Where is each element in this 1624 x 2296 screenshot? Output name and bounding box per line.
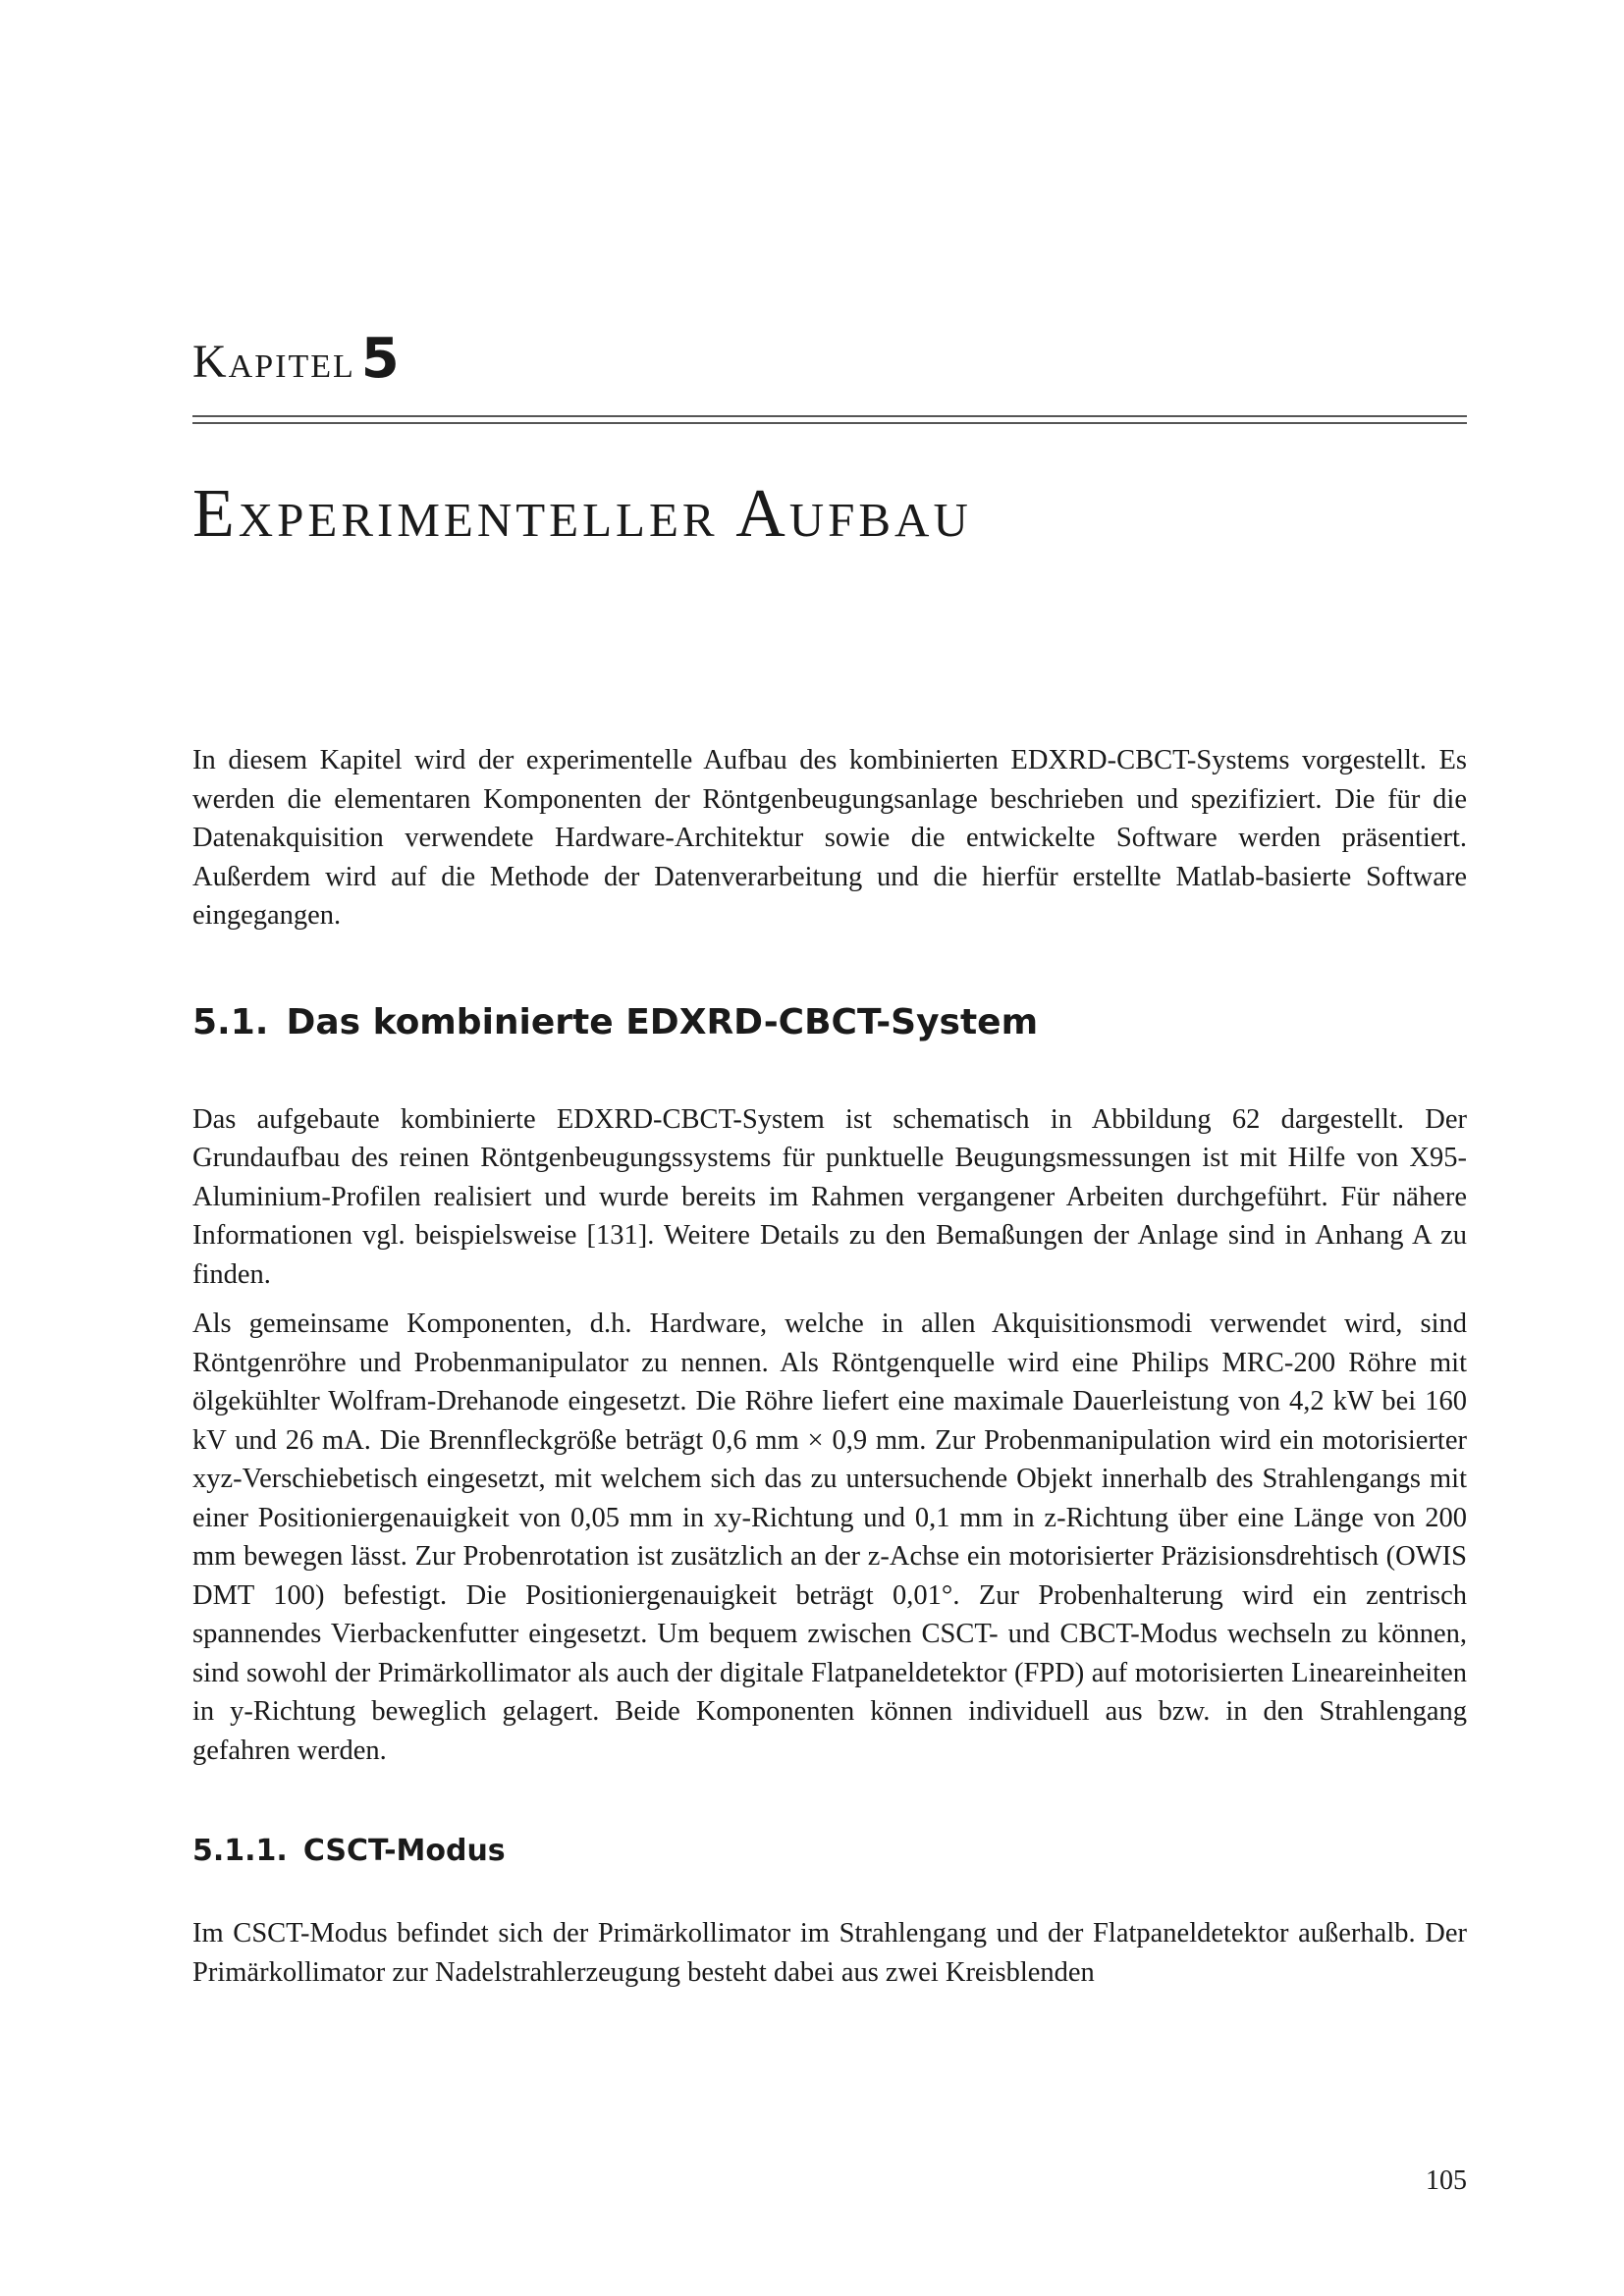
chapter-rule-top: [192, 415, 1467, 417]
page-number: 105: [1426, 2165, 1467, 2196]
chapter-body: [192, 741, 1467, 1992]
section-paragraph-2: Als gemeinsame Komponenten, d.h. Hardware, welche in allen Akquisitionsmodi verwendet wird, sind Röntgenröhre und Probenmanipulator zu nennen. Als Röntgenquelle wird eine Philips MRC-200 Röhre mit ölgekühlter Wolfram-Drehanode eingesetzt. Die Röhre liefert eine maximale Dauerleistung von 4,2 kW bei 160 kV und 26 mA. Die Brennfleckgröße beträgt 0,6 mm × 0,9 mm. Zur Probenmanipulation wird ein motorisierter xyz-Verschiebetisch eingesetzt, mit welchem sich das zu untersuchende Objekt innerhalb des Strahlengangs mit einer Positioniergenauigkeit von 0,05 mm in xy-Richtung und 0,1 mm in z-Richtung über eine Länge von 200 mm bewegen lässt. Zur Probenrotation ist zusätzlich an der z-Achse ein motorisierter Präzisionsdrehtisch (OWIS DMT 100) befestigt. Die Positioniergenauigkeit beträgt 0,01°. Zur Probenhalterung wird ein zentrisch spannendes Vierbackenfutter eingesetzt. Um bequem zwischen CSCT- und CBCT-Modus wechseln zu können, sind sowohl der Primärkollimator als auch der digitale Flatpaneldetektor (FPD) auf motorisierten Lineareinheiten in y-Richtung beweglich gelagert. Beide Komponenten können individuell aus bzw. in den Strahlengang gefahren werden.: [192, 1308, 1467, 1766]
subsection-number: 5.1.1.: [192, 1834, 288, 1868]
chapter-label: [192, 327, 402, 392]
chapter-rule-bottom: [192, 422, 1467, 424]
subsection-paragraph: Im CSCT-Modus befindet sich der Primärkollimator im Strahlengang und der Flatpaneldetektor außerhalb. Der Primärkollimator zur Nadelstrahlerzeugung besteht dabei aus zwei Kreisblenden: [192, 1918, 1467, 1988]
section-paragraph-1: Das aufgebaute kombinierte EDXRD-CBCT-System ist schematisch in Abbildung 62 dargestellt. Der Grundaufbau des reinen Röntgenbeugungssystems für punktuelle Beugungsmessungen ist mit Hilfe von X95-Aluminium-Profilen realisiert und wurde bereits im Rahmen vergangener Arbeiten durchgeführt. Für nähere Informationen vgl. beispielsweise [131]. Weitere Details zu den Bemaßungen der Anlage sind in Anhang A zu finden.: [192, 1103, 1467, 1290]
subsection-title: CSCT-Modus: [302, 1834, 506, 1868]
chapter-title: Experimenteller Aufbau: [192, 476, 972, 552]
chapter-number: 5: [360, 327, 402, 391]
section-heading: [192, 1001, 1467, 1044]
section-number: 5.1.: [192, 1001, 269, 1042]
section-title: Das kombinierte EDXRD-CBCT-System: [286, 1001, 1039, 1042]
subsection-heading: [192, 1832, 1467, 1871]
chapter-label-text: Kapitel: [192, 336, 355, 388]
intro-paragraph: In diesem Kapitel wird der experimentelle Aufbau des kombinierten EDXRD-CBCT-Systems vorgestellt. Es werden die elementaren Komponenten der Röntgenbeugungsanlage beschrieben und spezifiziert. Die für die Datenakquisition verwendete Hardware-Architektur sowie die entwickelte Software werden präsentiert. Außerdem wird auf die Methode der Datenverarbeitung und die hierfür erstellte Matlab-basierte Software eingegangen.: [192, 745, 1467, 931]
